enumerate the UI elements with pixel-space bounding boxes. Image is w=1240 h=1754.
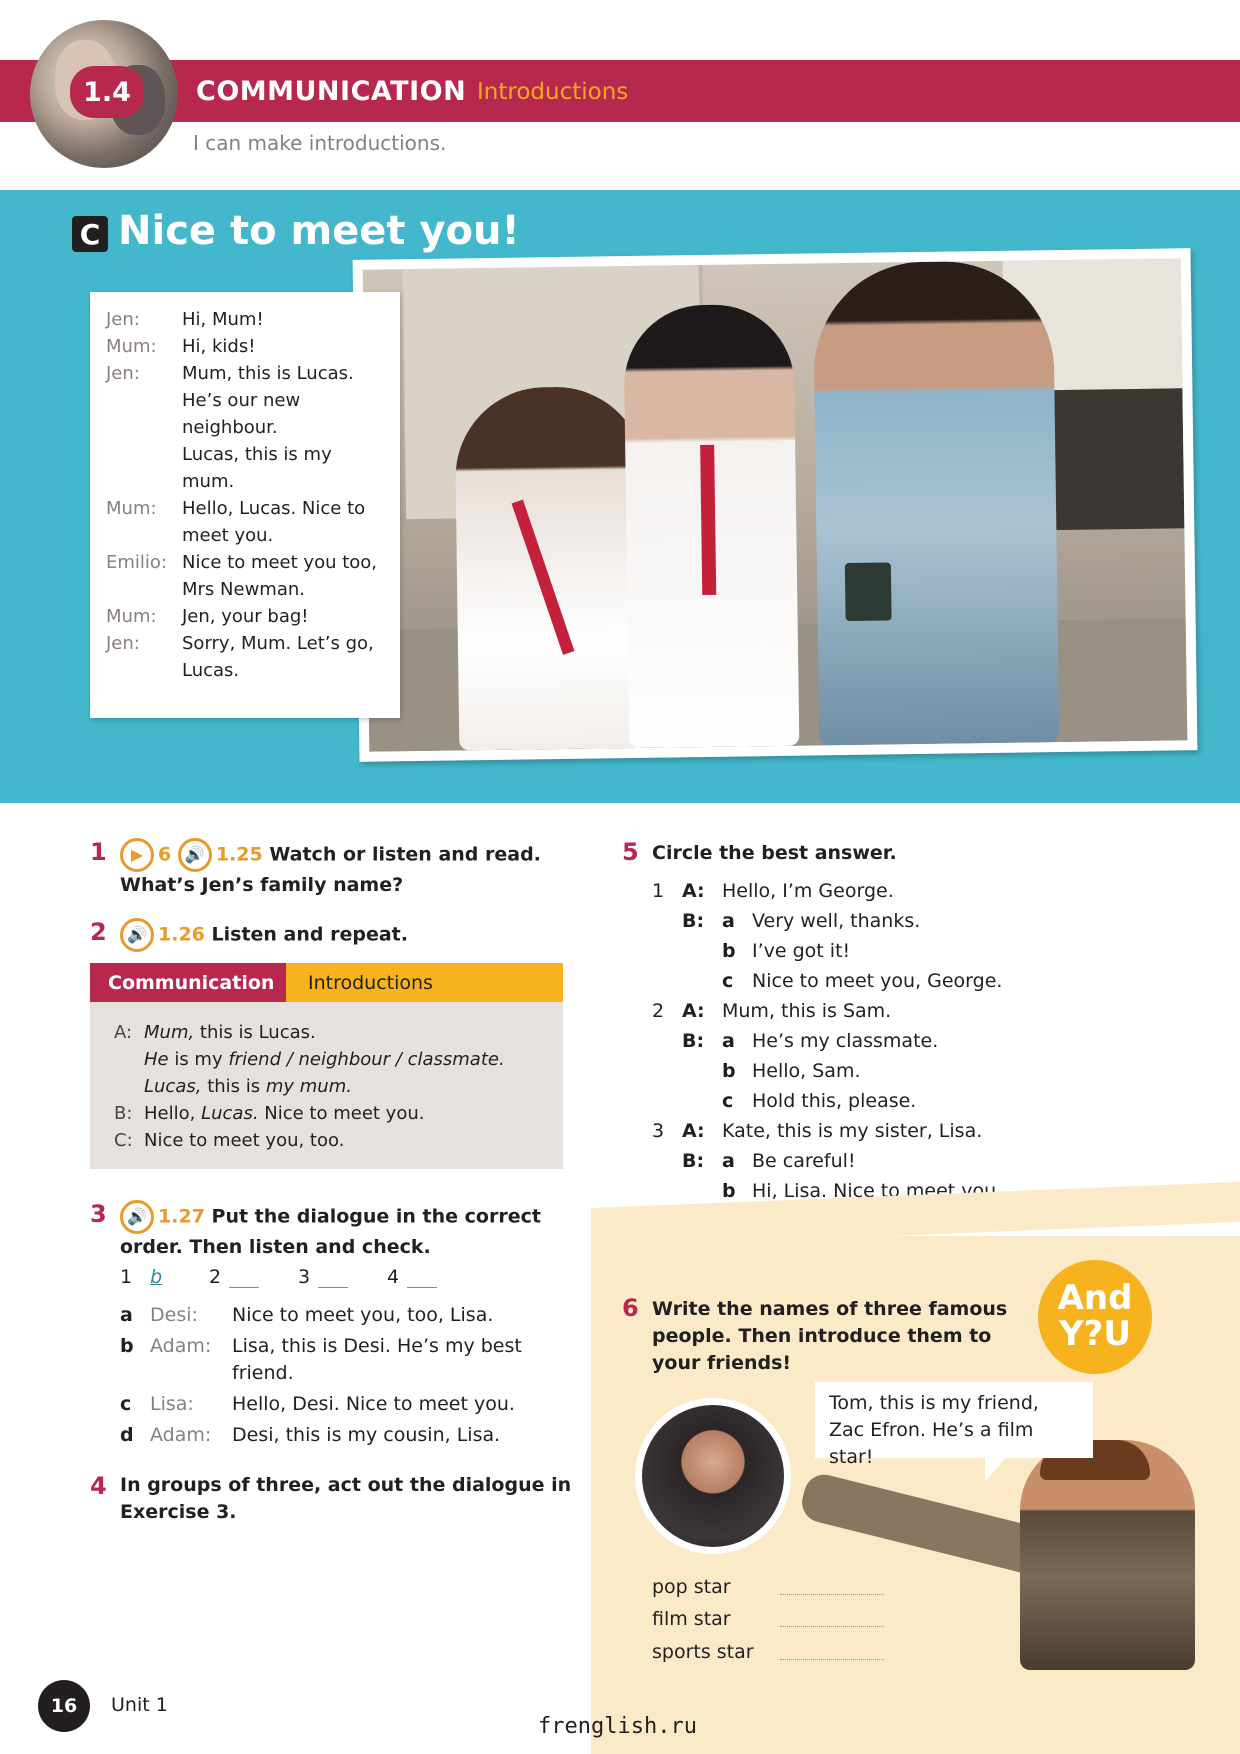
- dialogue-speaker: Emilio:: [106, 552, 167, 573]
- exercise-1: [120, 838, 560, 899]
- order-number: 2: [209, 1266, 222, 1288]
- dialogue-speaker: Mum:: [106, 606, 157, 627]
- speaker-label: A:: [682, 1000, 705, 1022]
- communication-icon: C: [72, 216, 108, 252]
- line-letter: b: [120, 1335, 134, 1357]
- dialogue-line: Hi, kids!: [182, 336, 256, 357]
- dialogue-line: Mum, this is Lucas. He’s our new neighbour.: [182, 363, 354, 438]
- exercise-2: [120, 918, 560, 952]
- communication-topic: Introductions: [286, 963, 563, 1002]
- answer-option[interactable]: Hello, Sam.: [752, 1060, 861, 1082]
- lesson-number: 1.4: [70, 66, 144, 118]
- exercise-instruction: In groups of three, act out the dialogue in: [120, 1474, 572, 1496]
- line-text: Lisa, this is Desi. He’s my best friend.: [232, 1335, 522, 1384]
- category-label: pop star: [652, 1576, 731, 1598]
- category-label: sports star: [652, 1641, 754, 1663]
- dialogue-line: Lucas, this is my mum.: [182, 444, 332, 492]
- communication-box: [90, 963, 563, 1169]
- option-letter: a: [722, 1030, 735, 1052]
- dialogue-line: Nice to meet you too, Mrs Newman.: [182, 552, 378, 600]
- line-text: Nice to meet you, too, Lisa.: [232, 1304, 494, 1326]
- exercise-number: 4: [90, 1472, 107, 1500]
- badge-text: Y?U: [1059, 1314, 1131, 1354]
- phrase-variable: Lucas.: [201, 1103, 259, 1124]
- dialogue-speaker: Mum:: [106, 336, 157, 357]
- exercise-instruction: Listen and repeat.: [211, 923, 408, 946]
- exercise-number: 3: [90, 1200, 107, 1228]
- order-item: [209, 1266, 259, 1288]
- dialogue-lines: [120, 1302, 532, 1453]
- exercise-instruction: people. Then introduce them to: [652, 1325, 992, 1347]
- answer-option[interactable]: Nice to meet you, George.: [752, 970, 1003, 992]
- hero-title: Nice to meet you!: [118, 208, 520, 254]
- dialogue-line: Hi, Mum!: [182, 309, 264, 330]
- audio-track: 1.26: [158, 923, 205, 946]
- exercise-instruction: Circle the best answer.: [652, 842, 897, 864]
- speaker-label: C:: [114, 1130, 133, 1151]
- unit-label: Unit 1: [111, 1694, 168, 1716]
- dialogue-speaker: Jen:: [106, 363, 140, 384]
- order-item: [120, 1266, 162, 1288]
- speaker-label: B:: [682, 910, 705, 932]
- answer-line[interactable]: [780, 1626, 884, 1627]
- dialogue-line: Jen, your bag!: [182, 606, 309, 627]
- phrase-text: Nice to meet you.: [258, 1103, 425, 1124]
- answer-option[interactable]: Very well, thanks.: [752, 910, 921, 932]
- dialogue-speaker: Jen:: [106, 633, 140, 654]
- exercise-instruction: your friends!: [652, 1352, 792, 1374]
- phrase-text: this is Lucas.: [194, 1022, 316, 1043]
- watermark: frenglish.ru: [538, 1714, 697, 1739]
- exercise-5-items: [652, 876, 1002, 1236]
- phrase-text: Nice to meet you, too.: [144, 1130, 345, 1151]
- audio-track: 1.25: [215, 843, 263, 866]
- item-number: 3: [652, 1120, 665, 1142]
- dialogue-box: [90, 292, 400, 718]
- option-letter: b: [722, 940, 736, 962]
- exercise-instruction: Put the dialogue in the correct: [211, 1205, 541, 1228]
- order-number: 4: [387, 1266, 400, 1288]
- item-prompt: Mum, this is Sam.: [722, 1000, 892, 1022]
- exercise-number: 1: [90, 838, 107, 866]
- celebrity-photo: [635, 1398, 791, 1554]
- speech-bubble: Tom, this is my friend, Zac Efron. He’s a film star!: [815, 1382, 1093, 1458]
- line-letter: d: [120, 1424, 134, 1446]
- phrase-variable: Lucas,: [144, 1076, 202, 1097]
- option-letter: c: [722, 970, 734, 992]
- can-do-statement: I can make introductions.: [193, 131, 447, 155]
- dialogue-line: Hello, Lucas. Nice to meet you.: [182, 498, 366, 546]
- phrase-text: is my: [168, 1049, 229, 1070]
- line-speaker: Lisa:: [150, 1393, 194, 1415]
- line-text: Desi, this is my cousin, Lisa.: [232, 1424, 501, 1446]
- answer-line[interactable]: [780, 1594, 884, 1595]
- answer-option[interactable]: He’s my classmate.: [752, 1030, 939, 1052]
- video-play-icon[interactable]: ▶: [120, 838, 154, 872]
- phrase-variable: Mum,: [144, 1022, 195, 1043]
- exercise-instruction: Watch or listen and read.: [269, 843, 541, 866]
- item-prompt: Kate, this is my sister, Lisa.: [722, 1120, 983, 1142]
- story-photo: [353, 248, 1198, 762]
- line-letter: a: [120, 1304, 133, 1326]
- item-number: 1: [652, 880, 665, 902]
- dialogue-speaker: [106, 441, 182, 495]
- answer-option[interactable]: Be careful!: [752, 1150, 856, 1172]
- speaker-label: B:: [682, 1150, 705, 1172]
- answer-option[interactable]: Hi, Lisa. Nice to meet you.: [752, 1180, 1003, 1202]
- exercise-number: 2: [90, 918, 107, 946]
- answer-blank[interactable]: [318, 1270, 348, 1288]
- section-title: COMMUNICATION: [196, 76, 467, 107]
- audio-icon[interactable]: 🔊: [120, 1200, 154, 1234]
- exercise-6: [652, 1296, 1012, 1377]
- item-number: 2: [652, 1000, 665, 1022]
- communication-label: Communication: [90, 963, 288, 1002]
- item-prompt: Hello, I’m George.: [722, 880, 894, 902]
- answer-line[interactable]: [780, 1659, 884, 1660]
- exercise-3: [120, 1200, 580, 1261]
- speaker-label: A:: [114, 1022, 133, 1043]
- line-letter: c: [120, 1393, 132, 1415]
- video-track: 6: [158, 843, 172, 866]
- phrase-text: this is: [201, 1076, 266, 1097]
- and-you-badge: [1038, 1260, 1152, 1374]
- order-item: [298, 1266, 348, 1288]
- answer-blank[interactable]: [229, 1270, 259, 1288]
- page-number: 16: [38, 1680, 90, 1732]
- speaker-label: A:: [682, 1120, 705, 1142]
- section-topic: Introductions: [477, 79, 629, 105]
- exercise-number: 6: [622, 1294, 639, 1322]
- exercise-number: 5: [622, 838, 639, 866]
- speaker-label: B:: [114, 1103, 133, 1124]
- option-letter: b: [722, 1180, 736, 1202]
- option-letter: a: [722, 910, 735, 932]
- exercise-instruction: order. Then listen and check.: [120, 1236, 431, 1258]
- dialogue-speaker: Mum:: [106, 498, 157, 519]
- audio-icon[interactable]: 🔊: [178, 838, 212, 872]
- option-letter: c: [722, 1090, 734, 1112]
- answer-blank[interactable]: [407, 1270, 437, 1288]
- phrase-variable: my mum.: [265, 1076, 352, 1097]
- line-speaker: Desi:: [150, 1304, 198, 1326]
- line-text: Hello, Desi. Nice to meet you.: [232, 1393, 515, 1415]
- audio-track: 1.27: [158, 1205, 205, 1228]
- audio-icon[interactable]: 🔊: [120, 918, 154, 952]
- order-number: 3: [298, 1266, 311, 1288]
- option-letter: a: [722, 1150, 735, 1172]
- exercise-instruction: Write the names of three famous: [652, 1298, 1008, 1320]
- order-item: [387, 1266, 437, 1288]
- speaker-label: B:: [682, 1030, 705, 1052]
- phrase-variable: friend / neighbour / classmate.: [228, 1049, 505, 1070]
- order-answer: b: [150, 1266, 163, 1288]
- phrase-variable: He: [144, 1049, 169, 1070]
- line-speaker: Adam:: [150, 1424, 212, 1446]
- exercise-4: [120, 1472, 590, 1526]
- answer-option[interactable]: I’ve got it!: [752, 940, 851, 962]
- dialogue-line: Sorry, Mum. Let’s go, Lucas.: [182, 633, 374, 681]
- answer-option[interactable]: Hold this, please.: [752, 1090, 917, 1112]
- line-speaker: Adam:: [150, 1335, 212, 1357]
- exercise-question: What’s Jen’s family name?: [120, 874, 404, 896]
- badge-text: And: [1057, 1278, 1133, 1318]
- order-number: 1: [120, 1266, 133, 1288]
- option-letter: b: [722, 1060, 736, 1082]
- phrase-text: Hello,: [144, 1103, 202, 1124]
- exercise-instruction: Exercise 3.: [120, 1501, 237, 1523]
- speaker-label: A:: [682, 880, 705, 902]
- category-label: film star: [652, 1608, 731, 1630]
- dialogue-speaker: Jen:: [106, 309, 140, 330]
